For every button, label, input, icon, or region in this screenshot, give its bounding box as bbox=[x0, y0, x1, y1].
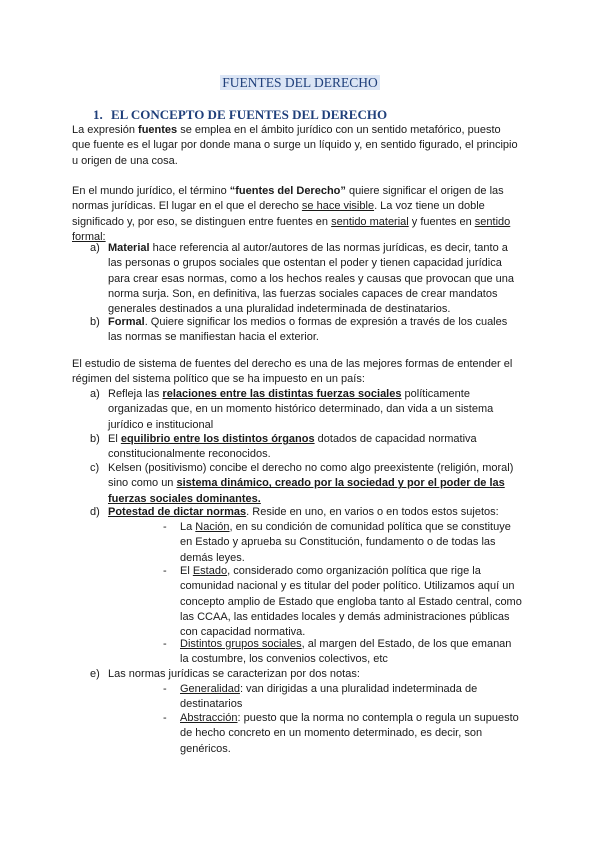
paragraph-fuentes-derecho: En el mundo jurídico, el término “fuentes del Derecho” quiere significar el origen de las normas jurídicas. El lugar en el que el derecho se hace visible. La voz tiene un doble significado y, por eso, se distinguen entre fuentes en sentido material y fuentes en sentido formal: bbox=[72, 185, 511, 243]
list-item-normas: e) Las normas jurídicas se caracterizan por dos notas: bbox=[90, 668, 360, 680]
list-item-formal: b) Formal. Quiere significar los medios o formas de expresión a través de los cuales las normas se manifiestan hacia el exterior. bbox=[90, 316, 508, 344]
paragraph-sistema: El estudio de sistema de fuentes del derecho es una de las mejores formas de entender el régimen del sistema político que se ha impuesto en un país: bbox=[72, 358, 513, 386]
note-abstraccion: - Abstracción: puesto que la norma no contempla o regula un supuesto de hecho concreto en un momento determinado, es decir, son genéricos. bbox=[163, 712, 519, 755]
subject-estado: - El Estado, considerado como organización política que rige la comunidad nacional y es titular del poder político. Utilizamos aquí un concepto amplio de Estado que engloba tanto al Estado central, como las CCAA, las entidades locales y demás administraciones públicas con capacidad normativa. bbox=[163, 565, 522, 639]
document-title: FUENTES DEL DERECHO bbox=[222, 75, 378, 90]
section-heading: 1. EL CONCEPTO DE FUENTES DEL DERECHO bbox=[93, 107, 388, 122]
subject-grupos-sociales: - Distintos grupos sociales, al margen del Estado, de los que emanan la costumbre, los convenios colectivos, etc bbox=[163, 638, 512, 666]
list-item-equilibrio: b) El equilibrio entre los distintos órganos dotados de capacidad normativa constitucionalmente reconocidos. bbox=[90, 433, 477, 461]
list-item-kelsen: c) Kelsen (positivismo) concibe el derecho no como algo preexistente (religión, moral) sino como un sistema dinámico, creado por la sociedad y por el poder de las fuerzas sociales dominantes. bbox=[90, 462, 514, 505]
subject-nacion: - La Nación, en su condición de comunidad política que se constituye en Estado y aprueba su Constitución, fundamento o de todas las demás leyes. bbox=[163, 521, 511, 564]
paragraph-fuentes: La expresión fuentes se emplea en el ámbito jurídico con un sentido metafórico, puesto que fuente es el lugar por donde mana o surge un líquido y, en sentido figurado, el principio u origen de una cosa. bbox=[72, 124, 518, 167]
list-item-potestad: d) Potestad de dictar normas. Reside en uno, en varios o en todos estos sujetos: bbox=[90, 506, 499, 518]
note-generalidad: - Generalidad: van dirigidas a una pluralidad indeterminada de destinatarios bbox=[163, 683, 478, 711]
list-item-relaciones: a) Refleja las relaciones entre las distintas fuerzas sociales políticamente organizadas que, en un momento histórico determinado, dan vida a un sistema jurídico e institucional bbox=[90, 388, 494, 431]
list-item-material: a) Material hace referencia al autor/autores de las normas jurídicas, es decir, tanto a las personas o grupos sociales que ostentan el poder y tienen capacidad jurídica para crear esas normas, como a los hechos reales y causas que provocan que una norma surja. Son, en definitiva, las fuerzas sociales capaces de crear mandatos generales destinados a una pluralidad indeterminada de destinatarios. bbox=[90, 242, 515, 316]
